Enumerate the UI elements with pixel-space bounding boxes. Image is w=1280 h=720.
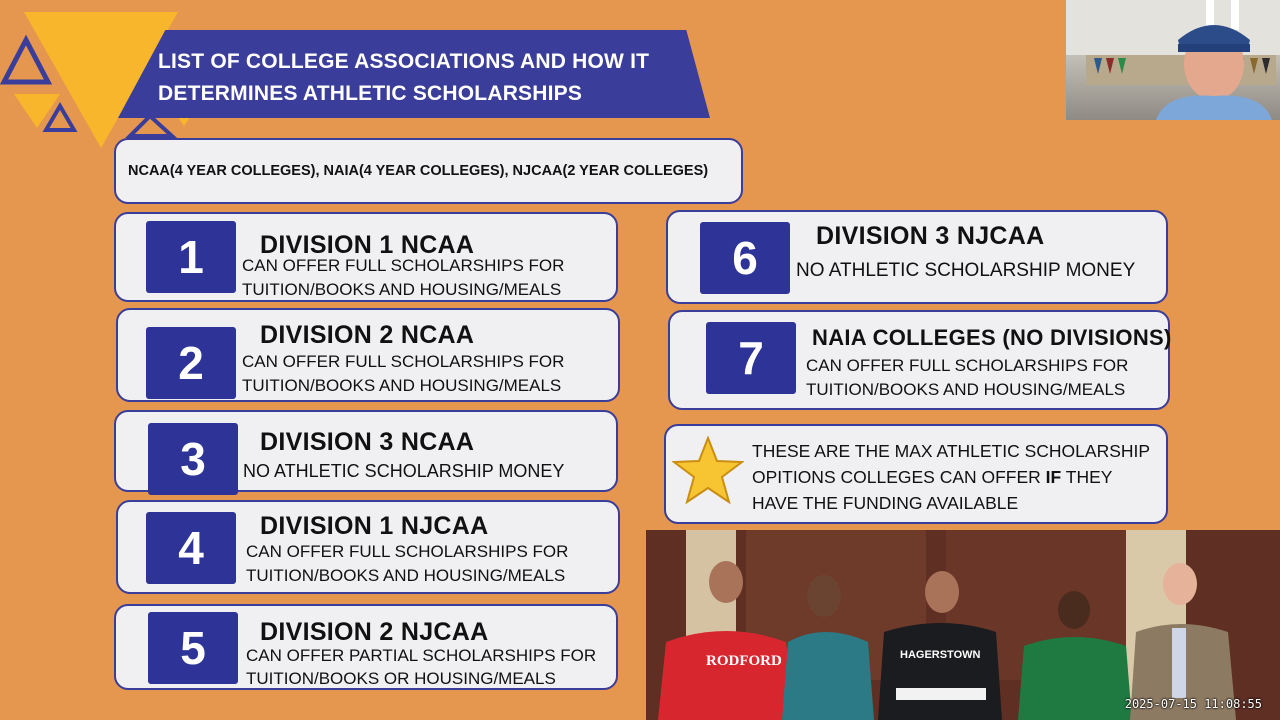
division-card-1 [114, 212, 618, 302]
video-timestamp: 2025-07-15 11:08:55 [1124, 697, 1262, 711]
card-number-6: 6 [700, 222, 790, 294]
signing-photo-image [646, 530, 1280, 720]
note-line3: HAVE THE FUNDING AVAILABLE [752, 493, 1019, 513]
slide-title [158, 46, 698, 110]
card-title-2: DIVISION 2 NCAA [260, 321, 475, 349]
card-number-2: 2 [146, 327, 236, 399]
card-title-7: NAIA COLLEGES (NO DIVISIONS) [812, 325, 1172, 350]
note-line2-end: THEY [1061, 467, 1113, 487]
slide-title-line2: DETERMINES ATHLETIC SCHOLARSHIPS [158, 82, 583, 105]
card-number-7: 7 [706, 322, 796, 394]
note-line2-text: OPITIONS COLLEGES CAN OFFER [752, 467, 1046, 487]
division-card-2 [116, 308, 620, 402]
card-desc-4a: CAN OFFER FULL SCHOLARSHIPS FOR [246, 542, 569, 561]
division-card-6 [666, 210, 1168, 304]
associations-text: NCAA(4 YEAR COLLEGES), NAIA(4 YEAR COLLEGES), NJCAA(2 YEAR COLLEGES) [128, 163, 709, 179]
card-desc-7a: CAN OFFER FULL SCHOLARSHIPS FOR [806, 356, 1129, 375]
slide-title-line1: LIST OF COLLEGE ASSOCIATIONS AND HOW IT [158, 50, 650, 73]
card-number-4: 4 [146, 512, 236, 584]
card-desc-4b: TUITION/BOOKS AND HOUSING/MEALS [246, 566, 566, 585]
shirt-text-center: HAGERSTOWN [900, 649, 981, 661]
card-number-5: 5 [148, 612, 238, 684]
card-desc-6a: NO ATHLETIC SCHOLARSHIP MONEY [796, 260, 1136, 281]
associations-box [114, 138, 743, 204]
note-line2 [752, 464, 1162, 490]
signing-photo [646, 530, 1280, 720]
card-desc-3a: NO ATHLETIC SCHOLARSHIP MONEY [243, 461, 565, 481]
division-card-5 [114, 604, 618, 690]
division-card-4 [116, 500, 620, 594]
card-title-1: DIVISION 1 NCAA [260, 231, 475, 259]
card-title-6: DIVISION 3 NJCAA [816, 222, 1045, 250]
card-desc-5a: CAN OFFER PARTIAL SCHOLARSHIPS FOR [246, 646, 597, 665]
division-card-7 [668, 310, 1170, 410]
card-desc-1b: TUITION/BOOKS AND HOUSING/MEALS [242, 280, 562, 299]
note-line1: THESE ARE THE MAX ATHLETIC SCHOLARSHIP [752, 441, 1151, 461]
note-emphasis: IF [1045, 467, 1062, 487]
note-text [752, 438, 1162, 516]
shirt-text-left: RODFORD [706, 653, 782, 669]
card-number-1: 1 [146, 221, 236, 293]
card-desc-2a: CAN OFFER FULL SCHOLARSHIPS FOR [242, 352, 565, 371]
webcam-video[interactable] [1066, 0, 1280, 120]
card-desc-1a: CAN OFFER FULL SCHOLARSHIPS FOR [242, 256, 565, 275]
card-number-3: 3 [148, 423, 238, 495]
division-card-3 [114, 410, 618, 492]
card-title-4: DIVISION 1 NJCAA [260, 512, 489, 540]
card-desc-5b: TUITION/BOOKS OR HOUSING/MEALS [246, 669, 556, 688]
card-title-3: DIVISION 3 NCAA [260, 428, 475, 456]
card-title-5: DIVISION 2 NJCAA [260, 618, 489, 646]
card-desc-2b: TUITION/BOOKS AND HOUSING/MEALS [242, 376, 562, 395]
star-icon [672, 436, 744, 506]
webcam-presenter-image [1066, 0, 1280, 120]
card-desc-7b: TUITION/BOOKS AND HOUSING/MEALS [806, 380, 1126, 399]
